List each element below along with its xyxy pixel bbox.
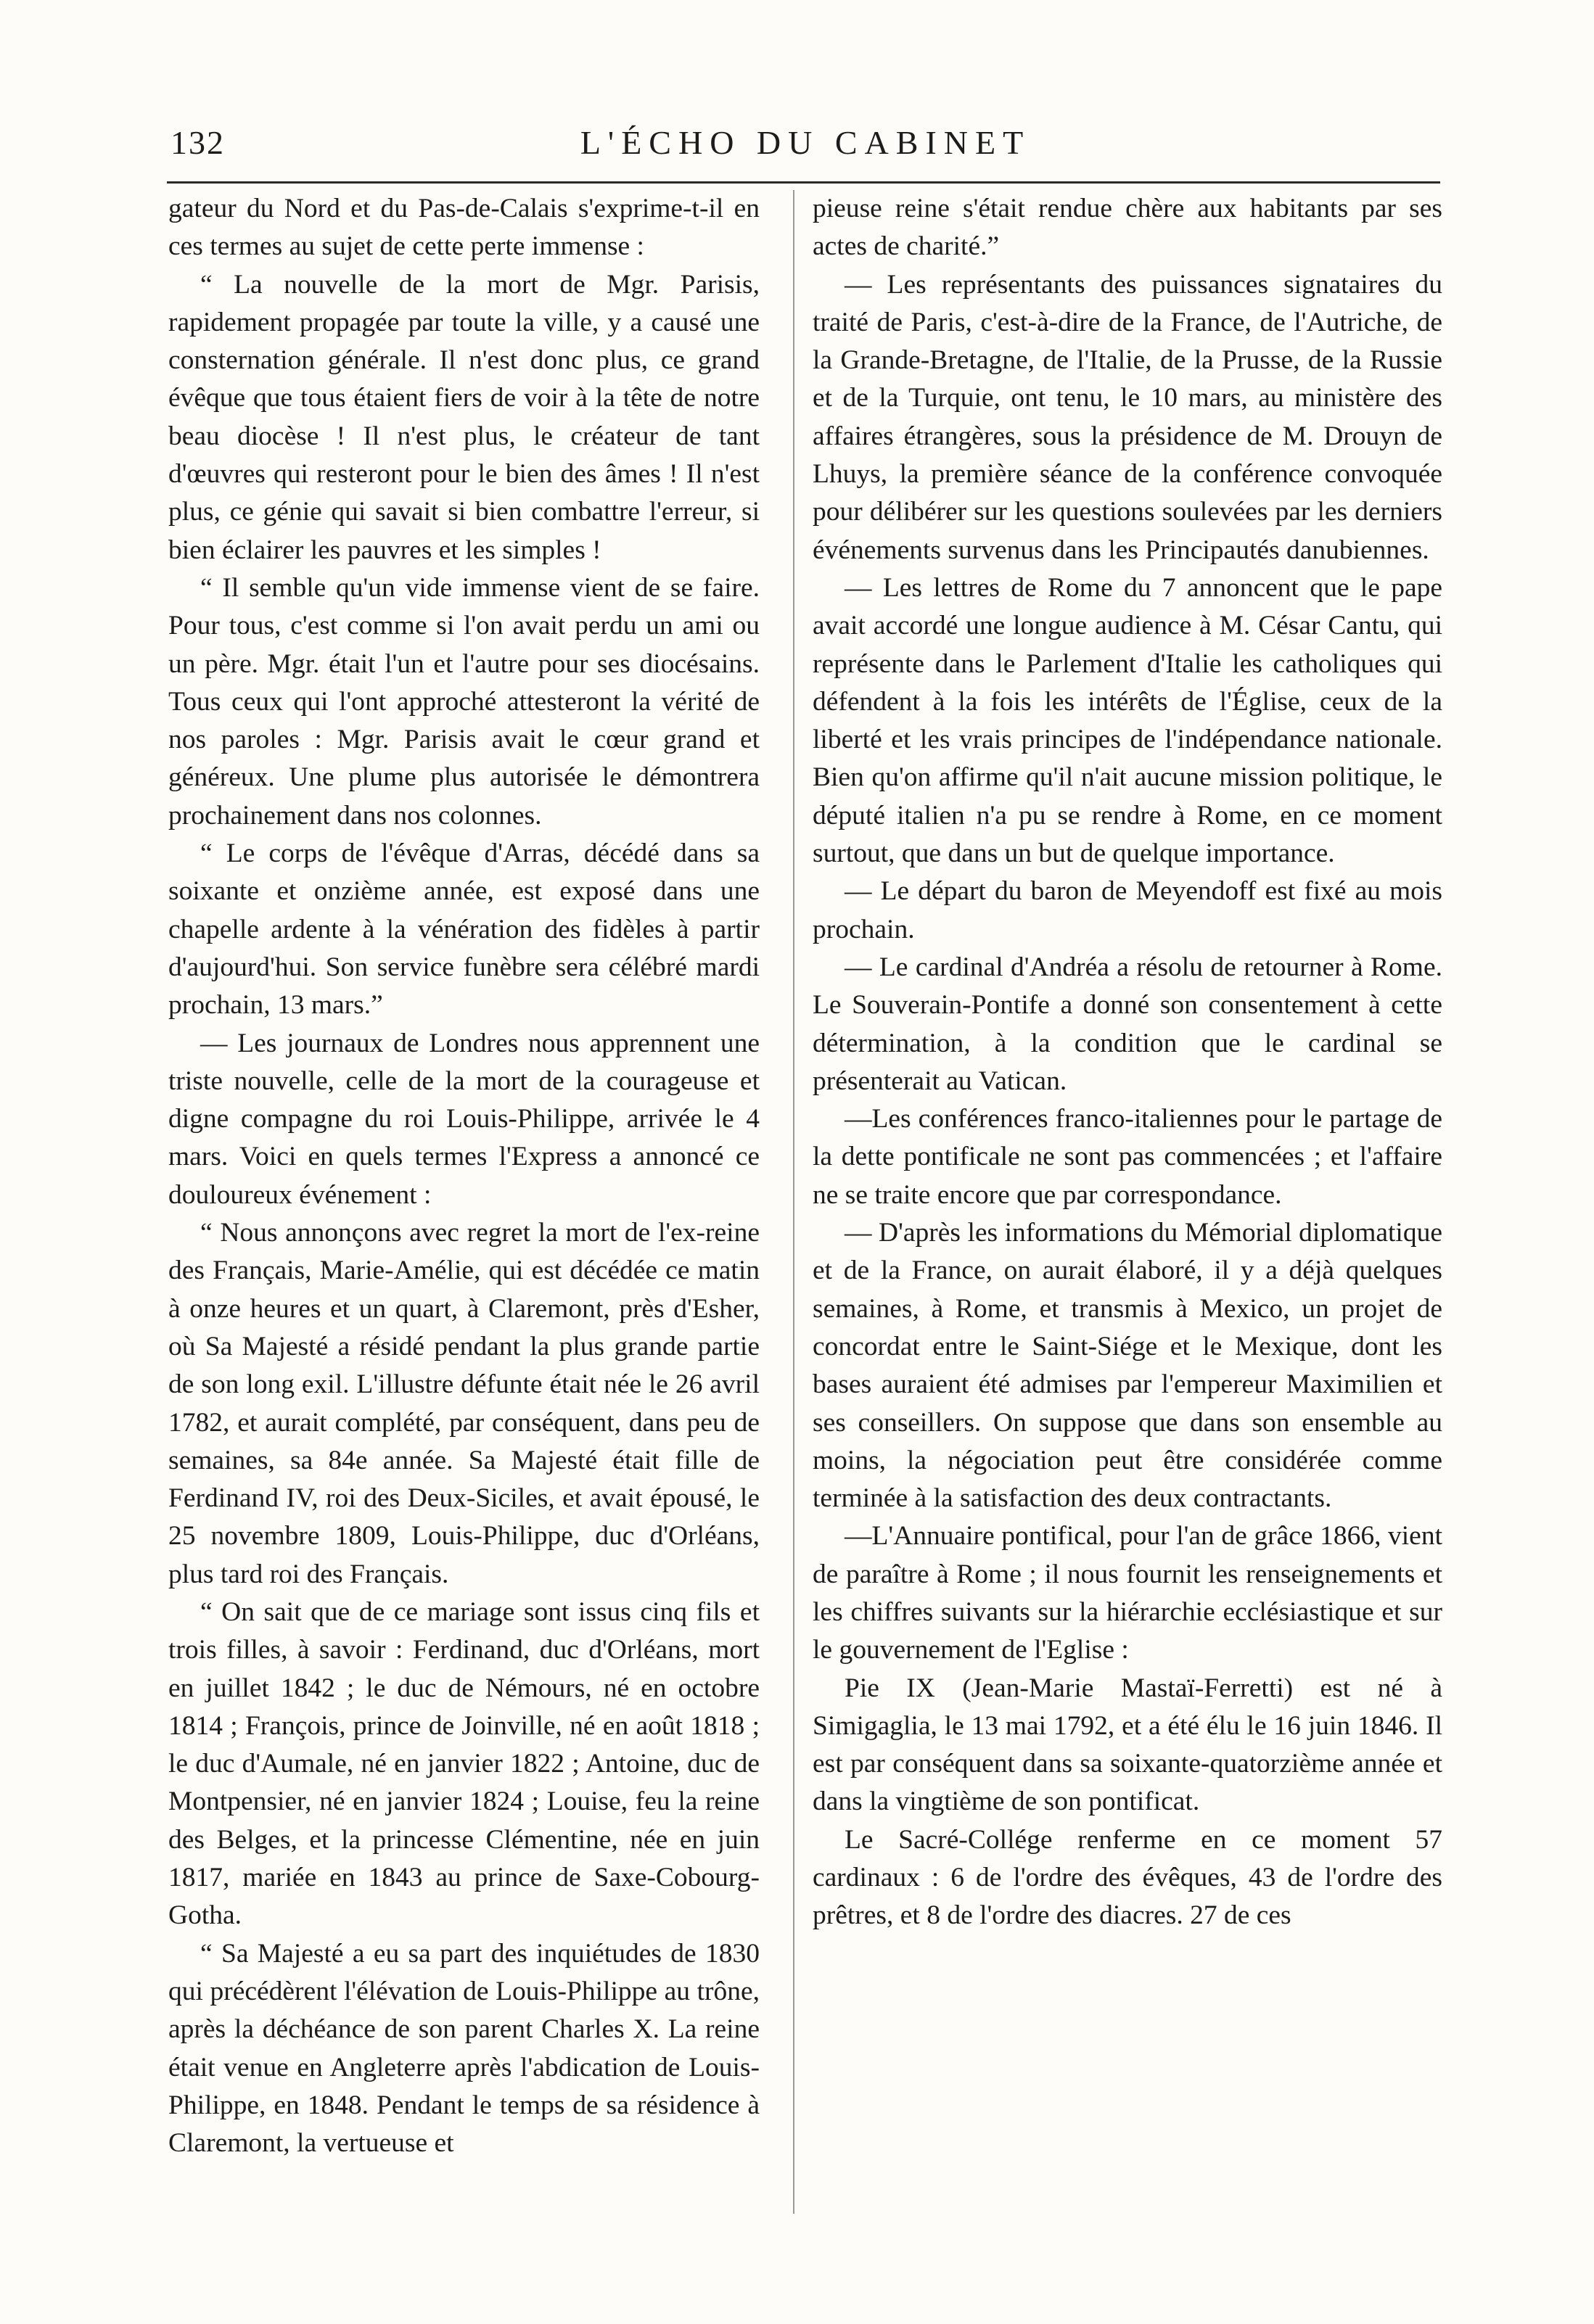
paragraph: — D'après les informations du Mémorial diplomatique et de la France, on aurait élaboré, il y a déjà quelques semaines, à Rome, et transmis à Mexico, un projet de concordat entre le Saint-Siége et le Mexique, dont les bases auraient été admises par l'empereur Maximilien et ses conseillers. On suppose que dans son ensemble au moins, la négociation peut être considérée comme terminée à la satisfaction des deux contractants. (813, 1218, 1442, 1514)
paragraph: “ On sait que de ce mariage sont issus cinq fils et trois filles, à savoir : Ferdinand, duc d'Orléans, mort en juillet 1842 ; le duc de Némours, né en octobre 1814 ; François, prince de Joinville, né en août 1818 ; le duc d'Aumale, né en janvier 1822 ; Antoine, duc de Montpensier, né en janvier 1824 ; Louise, feu la reine des Belges, et la princesse Clémentine, née en juin 1817, mariée en 1843 au prince de Saxe-Cobourg-Gotha. (168, 1596, 760, 1931)
paragraph: gateur du Nord et du Pas-de-Calais s'exprime-t-il en ces termes au sujet de cette perte immense : (168, 194, 760, 262)
page-header (171, 116, 1440, 167)
left-column (168, 190, 760, 2162)
paragraph: pieuse reine s'était rendue chère aux habitants par ses actes de charité.” (813, 194, 1442, 262)
paragraph: — Les journaux de Londres nous apprennent une triste nouvelle, celle de la mort de la courageuse et digne compagne du roi Louis-Philippe, arrivée le 4 mars. Voici en quels termes l'Express a annoncé ce douloureux événement : (168, 1028, 760, 1210)
header-rule (167, 181, 1440, 184)
paragraph: — Le départ du baron de Meyendoff est fixé au mois prochain. (813, 876, 1442, 944)
paragraph: “ La nouvelle de la mort de Mgr. Parisis, rapidement propagée par toute la ville, y a causé une consternation générale. Il n'est donc plus, ce grand évêque que tous étaient fiers de voir à la tête de notre beau diocèse ! Il n'est plus, le créateur de tant d'œuvres qui resteront pour le bien des âmes ! Il n'est plus, ce génie qui savait si bien combattre l'erreur, si bien éclairer les pauvres et les simples ! (168, 269, 760, 565)
paragraph: “ Il semble qu'un vide immense vient de se faire. Pour tous, c'est comme si l'on avait perdu un ami ou un père. Mgr. était l'un et l'autre pour ses diocésains. Tous ceux qui l'ont approché attesteront la vérité de nos paroles : Mgr. Parisis avait le cœur grand et généreux. Une plume plus autorisée le démontrera prochainement dans nos colonnes. (168, 572, 760, 831)
paragraph: —L'Annuaire pontifical, pour l'an de grâce 1866, vient de paraître à Rome ; il nous fournit les renseignements et les chiffres suivants sur la hiérarchie ecclésiastique et sur le gouvernement de l'Eglise : (813, 1521, 1442, 1665)
paragraph: Le Sacré-Collége renferme en ce moment 57 cardinaux : 6 de l'ordre des évêques, 43 de l'ordre des prêtres, et 8 de l'ordre des diacres. 27 de ces (813, 1824, 1442, 1931)
paragraph: — Le cardinal d'Andréa a résolu de retourner à Rome. Le Souverain-Pontife a donné son consentement à cette détermination, à la condition que le cardinal se présenterait au Vatican. (813, 952, 1442, 1096)
paragraph: —Les conférences franco-italiennes pour le partage de la dette pontificale ne sont pas commencées ; et l'affaire ne se traite encore que par correspondance. (813, 1104, 1442, 1210)
page-number: 132 (171, 124, 225, 161)
paragraph: “ Sa Majesté a eu sa part des inquiétudes de 1830 qui précédèrent l'élévation de Louis-Philippe au trône, après la déchéance de son parent Charles X. La reine était venue en Angleterre après l'abdication de Louis-Philippe, en 1848. Pendant le temps de sa résidence à Claremont, la vertueuse et (168, 1938, 760, 2159)
paragraph: — Les lettres de Rome du 7 annoncent que le pape avait accordé une longue audience à M. César Cantu, qui représente dans le Parlement d'Italie les catholiques qui défendent à la fois les intérêts de l'Église, ceux de la liberté et les vrais principes de l'indépendance nationale. Bien qu'on affirme qu'il n'ait aucune mission politique, le député italien n'a pu se rendre à Rome, en ce moment surtout, que dans un but de quelque importance. (813, 572, 1442, 869)
column-divider (793, 190, 794, 2214)
paragraph: — Les représentants des puissances signataires du traité de Paris, c'est-à-dire de la France, de l'Autriche, de la Grande-Bretagne, de l'Italie, de la Prusse, de la Russie et de la Turquie, ont tenu, le 10 mars, au ministère des affaires étrangères, sous la présidence de M. Drouyn de Lhuys, la première séance de la conférence convoquée pour délibérer sur les questions soulevées par les derniers événements survenus dans les Principautés danubiennes. (813, 269, 1442, 565)
right-column (813, 190, 1442, 1935)
paragraph: Pie IX (Jean-Marie Mastaï-Ferretti) est né à Simigaglia, le 13 mai 1792, et a été élu le 16 juin 1846. Il est par conséquent dans sa soixante-quatorzième année et dans la vingtième de son pontificat. (813, 1673, 1442, 1817)
paragraph: “ Le corps de l'évêque d'Arras, décédé dans sa soixante et onzième année, est exposé dans une chapelle ardente à la vénération des fidèles à partir d'aujourd'hui. Son service funèbre sera célébré mardi prochain, 13 mars.” (168, 838, 760, 1021)
paragraph: “ Nous annonçons avec regret la mort de l'ex-reine des Français, Marie-Amélie, qui est décédée ce matin à onze heures et un quart, à Claremont, près d'Esher, où Sa Majesté a résidé pendant la plus grande partie de son long exil. L'illustre défunte était née le 26 avril 1782, et aurait complété, par conséquent, dans peu de semaines, sa 84e année. Sa Majesté était fille de Ferdinand IV, roi des Deux-Siciles, et avait épousé, le 25 novembre 1809, Louis-Philippe, duc d'Orléans, plus tard roi des Français. (168, 1218, 760, 1589)
running-title: L'ÉCHO DU CABINET (580, 124, 1031, 161)
